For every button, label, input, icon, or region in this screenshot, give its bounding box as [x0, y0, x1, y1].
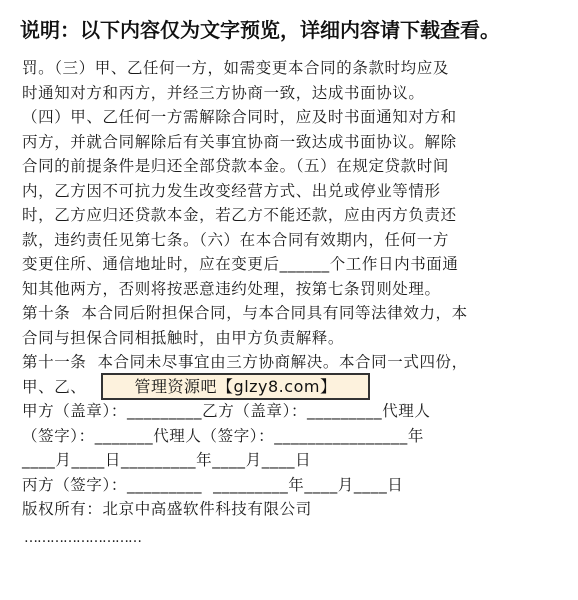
watermark-stamp: 管理资源吧【glzy8.com】 [101, 373, 370, 400]
text-line: 合同的前提条件是归还全部贷款本金。（五）在规定贷款时间 [22, 157, 449, 175]
ellipsis-dots: ……………………… [24, 530, 141, 546]
text-line: 知其他两方，否则将按恶意违约处理，按第七条罚则处理。 [22, 279, 441, 298]
text-line: 变更住所、通信地址时，应在变更后______个工作日内书面通 [22, 255, 459, 273]
text-line: 罚。（三）甲、乙任何一方，如需变更本合同的条款时均应及 [22, 59, 449, 77]
text-line: 甲、乙、 [22, 377, 87, 396]
text-line: 内，乙方因不可抗力发生改变经营方式、出兑或停业等情形 [22, 181, 441, 200]
text-line: 时通知对方和丙方，并经三方协商一致，达成书面协议。 [22, 83, 425, 102]
text-line: 第十条 本合同后附担保合同，与本合同具有同等法律效力，本 [22, 304, 468, 322]
text-line: 合同与担保合同相抵触时，由甲方负责解释。 [22, 328, 345, 347]
text-line: 甲方（盖章）：_________乙方（盖章）：_________代理人 [22, 402, 431, 420]
text-line: 第十一条 本合同未尽事宜由三方协商解决。本合同一式四份， [22, 353, 468, 371]
text-line: 款，违约责任见第七条。（六）在本合同有效期内，任何一方 [22, 230, 449, 249]
preview-notice: 说明：以下内容仅为文字预览，详细内容请下载查看。 [20, 18, 500, 42]
contract-body [22, 56, 558, 522]
text-line: 丙方（签字）：_________ _________年____月____日 [22, 475, 404, 494]
text-line: （四）甲、乙任何一方需解除合同时，应及时书面通知对方和 [22, 108, 457, 126]
text-line: ____月____日_________年____月____日 [22, 451, 312, 469]
text-line: （签字）：_______代理人（签字）：________________年 [22, 426, 424, 445]
text-line: 版权所有：北京中高盛软件科技有限公司 [22, 500, 312, 518]
text-line: 丙方，并就合同解除后有关事宜协商一致达成书面协议。解除 [22, 132, 457, 151]
text-line: 时，乙方应归还贷款本金，若乙方不能还款，应由丙方负责还 [22, 206, 457, 224]
